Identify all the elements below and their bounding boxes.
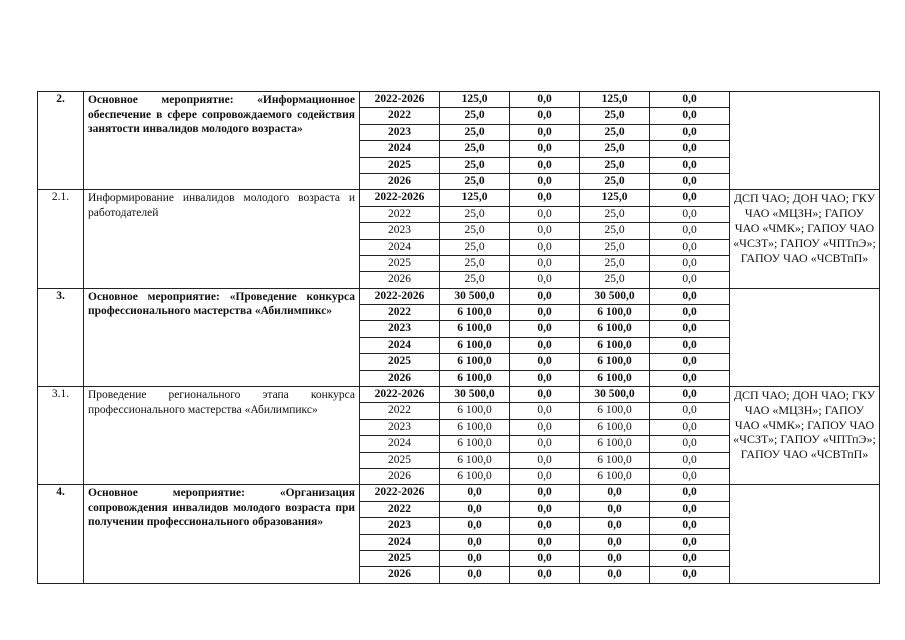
federal-amount: 0,0 <box>510 452 580 468</box>
item-number: 3. <box>38 288 84 386</box>
regional-amount: 25,0 <box>580 108 650 124</box>
period-year: 2022 <box>360 206 440 222</box>
federal-amount: 0,0 <box>510 305 580 321</box>
regional-amount: 0,0 <box>580 501 650 517</box>
other-amount: 0,0 <box>650 370 730 386</box>
other-amount: 0,0 <box>650 567 730 583</box>
period-year: 2024 <box>360 239 440 255</box>
regional-amount: 6 100,0 <box>580 354 650 370</box>
federal-amount: 0,0 <box>510 468 580 484</box>
regional-amount: 25,0 <box>580 141 650 157</box>
federal-amount: 0,0 <box>510 141 580 157</box>
other-amount: 0,0 <box>650 337 730 353</box>
other-amount: 0,0 <box>650 436 730 452</box>
total-amount: 125,0 <box>440 190 510 206</box>
other-amount: 0,0 <box>650 206 730 222</box>
period-year: 2022-2026 <box>360 387 440 403</box>
federal-amount: 0,0 <box>510 239 580 255</box>
other-amount: 0,0 <box>650 468 730 484</box>
regional-amount: 0,0 <box>580 518 650 534</box>
total-amount: 6 100,0 <box>440 468 510 484</box>
federal-amount: 0,0 <box>510 550 580 566</box>
other-amount: 0,0 <box>650 305 730 321</box>
total-amount: 0,0 <box>440 550 510 566</box>
regional-amount: 25,0 <box>580 239 650 255</box>
period-year: 2026 <box>360 468 440 484</box>
federal-amount: 0,0 <box>510 485 580 501</box>
federal-amount: 0,0 <box>510 157 580 173</box>
federal-amount: 0,0 <box>510 108 580 124</box>
federal-amount: 0,0 <box>510 337 580 353</box>
total-amount: 0,0 <box>440 485 510 501</box>
other-amount: 0,0 <box>650 518 730 534</box>
period-year: 2025 <box>360 550 440 566</box>
regional-amount: 25,0 <box>580 157 650 173</box>
budget-table-body <box>38 92 880 584</box>
other-amount: 0,0 <box>650 288 730 304</box>
total-amount: 6 100,0 <box>440 305 510 321</box>
total-amount: 30 500,0 <box>440 288 510 304</box>
period-year: 2022 <box>360 108 440 124</box>
other-amount: 0,0 <box>650 419 730 435</box>
period-year: 2022-2026 <box>360 190 440 206</box>
item-description: Основное мероприятие: «Организация сопровождения инвалидов молодого возраста при получении профессионального образования» <box>84 485 360 583</box>
regional-amount: 6 100,0 <box>580 403 650 419</box>
total-amount: 0,0 <box>440 534 510 550</box>
total-amount: 25,0 <box>440 108 510 124</box>
item-number: 2.1. <box>38 190 84 288</box>
period-year: 2024 <box>360 534 440 550</box>
period-year: 2025 <box>360 452 440 468</box>
other-amount: 0,0 <box>650 157 730 173</box>
period-year: 2026 <box>360 567 440 583</box>
federal-amount: 0,0 <box>510 403 580 419</box>
total-amount: 25,0 <box>440 223 510 239</box>
period-year: 2023 <box>360 124 440 140</box>
other-amount: 0,0 <box>650 354 730 370</box>
period-year: 2022 <box>360 501 440 517</box>
responsible-executors <box>730 485 880 583</box>
item-description: Основное мероприятие: «Проведение конкурса профессионального мастерства «Абилимпикс» <box>84 288 360 386</box>
period-year: 2022-2026 <box>360 288 440 304</box>
period-year: 2022-2026 <box>360 92 440 108</box>
regional-amount: 25,0 <box>580 255 650 271</box>
federal-amount: 0,0 <box>510 370 580 386</box>
regional-amount: 30 500,0 <box>580 288 650 304</box>
regional-amount: 0,0 <box>580 485 650 501</box>
regional-amount: 25,0 <box>580 206 650 222</box>
regional-amount: 6 100,0 <box>580 337 650 353</box>
period-year: 2026 <box>360 272 440 288</box>
period-year: 2026 <box>360 370 440 386</box>
regional-amount: 6 100,0 <box>580 305 650 321</box>
responsible-executors <box>730 92 880 190</box>
other-amount: 0,0 <box>650 272 730 288</box>
other-amount: 0,0 <box>650 255 730 271</box>
federal-amount: 0,0 <box>510 436 580 452</box>
total-amount: 6 100,0 <box>440 452 510 468</box>
federal-amount: 0,0 <box>510 92 580 108</box>
regional-amount: 6 100,0 <box>580 321 650 337</box>
other-amount: 0,0 <box>650 534 730 550</box>
period-year: 2026 <box>360 173 440 189</box>
regional-amount: 6 100,0 <box>580 452 650 468</box>
total-amount: 6 100,0 <box>440 337 510 353</box>
total-amount: 0,0 <box>440 567 510 583</box>
other-amount: 0,0 <box>650 550 730 566</box>
responsible-executors: ДСП ЧАО; ДОН ЧАО; ГКУ ЧАО «МЦЗН»; ГАПОУ ЧАО «ЧМК»; ГАПОУ ЧАО «ЧСЗТ»; ГАПОУ «ЧПТпЭ»; ГАПОУ ЧАО «ЧСВТпП» <box>730 190 880 288</box>
regional-amount: 6 100,0 <box>580 370 650 386</box>
period-year: 2024 <box>360 141 440 157</box>
federal-amount: 0,0 <box>510 501 580 517</box>
other-amount: 0,0 <box>650 321 730 337</box>
total-amount: 6 100,0 <box>440 321 510 337</box>
total-amount: 25,0 <box>440 157 510 173</box>
federal-amount: 0,0 <box>510 190 580 206</box>
other-amount: 0,0 <box>650 141 730 157</box>
period-year: 2023 <box>360 419 440 435</box>
federal-amount: 0,0 <box>510 567 580 583</box>
period-year: 2023 <box>360 321 440 337</box>
total-amount: 25,0 <box>440 206 510 222</box>
federal-amount: 0,0 <box>510 419 580 435</box>
item-number: 2. <box>38 92 84 190</box>
item-description: Основное мероприятие: «Информационное обеспечение в сфере сопровождаемого содействия занятости инвалидов молодого возраста» <box>84 92 360 190</box>
other-amount: 0,0 <box>650 190 730 206</box>
federal-amount: 0,0 <box>510 255 580 271</box>
item-description: Проведение регионального этапа конкурса профессионального мастерства «Абилимпикс» <box>84 387 360 485</box>
federal-amount: 0,0 <box>510 124 580 140</box>
regional-amount: 125,0 <box>580 92 650 108</box>
total-amount: 25,0 <box>440 272 510 288</box>
other-amount: 0,0 <box>650 239 730 255</box>
period-year: 2023 <box>360 518 440 534</box>
period-year: 2022 <box>360 403 440 419</box>
table-row <box>38 387 880 403</box>
table-row <box>38 190 880 206</box>
federal-amount: 0,0 <box>510 321 580 337</box>
other-amount: 0,0 <box>650 501 730 517</box>
total-amount: 6 100,0 <box>440 370 510 386</box>
period-year: 2024 <box>360 337 440 353</box>
federal-amount: 0,0 <box>510 173 580 189</box>
total-amount: 0,0 <box>440 501 510 517</box>
regional-amount: 25,0 <box>580 173 650 189</box>
other-amount: 0,0 <box>650 124 730 140</box>
regional-amount: 0,0 <box>580 550 650 566</box>
federal-amount: 0,0 <box>510 223 580 239</box>
period-year: 2023 <box>360 223 440 239</box>
item-number: 4. <box>38 485 84 583</box>
period-year: 2022-2026 <box>360 485 440 501</box>
responsible-executors: ДСП ЧАО; ДОН ЧАО; ГКУ ЧАО «МЦЗН»; ГАПОУ ЧАО «ЧМК»; ГАПОУ ЧАО «ЧСЗТ»; ГАПОУ «ЧПТпЭ»; ГАПОУ ЧАО «ЧСВТпП» <box>730 387 880 485</box>
regional-amount: 6 100,0 <box>580 419 650 435</box>
federal-amount: 0,0 <box>510 534 580 550</box>
other-amount: 0,0 <box>650 403 730 419</box>
item-description: Информирование инвалидов молодого возраста и работодателей <box>84 190 360 288</box>
regional-amount: 0,0 <box>580 534 650 550</box>
total-amount: 25,0 <box>440 124 510 140</box>
table-row <box>38 288 880 304</box>
federal-amount: 0,0 <box>510 354 580 370</box>
federal-amount: 0,0 <box>510 518 580 534</box>
federal-amount: 0,0 <box>510 387 580 403</box>
responsible-executors <box>730 288 880 386</box>
total-amount: 25,0 <box>440 255 510 271</box>
regional-amount: 25,0 <box>580 272 650 288</box>
total-amount: 6 100,0 <box>440 436 510 452</box>
period-year: 2025 <box>360 354 440 370</box>
other-amount: 0,0 <box>650 387 730 403</box>
other-amount: 0,0 <box>650 108 730 124</box>
federal-amount: 0,0 <box>510 272 580 288</box>
period-year: 2025 <box>360 255 440 271</box>
total-amount: 25,0 <box>440 141 510 157</box>
regional-amount: 6 100,0 <box>580 468 650 484</box>
other-amount: 0,0 <box>650 223 730 239</box>
total-amount: 30 500,0 <box>440 387 510 403</box>
document-page <box>37 91 879 584</box>
total-amount: 6 100,0 <box>440 354 510 370</box>
regional-amount: 125,0 <box>580 190 650 206</box>
other-amount: 0,0 <box>650 485 730 501</box>
table-row <box>38 92 880 108</box>
period-year: 2025 <box>360 157 440 173</box>
total-amount: 6 100,0 <box>440 419 510 435</box>
regional-amount: 25,0 <box>580 223 650 239</box>
other-amount: 0,0 <box>650 452 730 468</box>
regional-amount: 6 100,0 <box>580 436 650 452</box>
total-amount: 125,0 <box>440 92 510 108</box>
table-row <box>38 485 880 501</box>
regional-amount: 30 500,0 <box>580 387 650 403</box>
regional-amount: 0,0 <box>580 567 650 583</box>
federal-amount: 0,0 <box>510 288 580 304</box>
period-year: 2022 <box>360 305 440 321</box>
other-amount: 0,0 <box>650 173 730 189</box>
item-number: 3.1. <box>38 387 84 485</box>
regional-amount: 25,0 <box>580 124 650 140</box>
other-amount: 0,0 <box>650 92 730 108</box>
total-amount: 25,0 <box>440 173 510 189</box>
total-amount: 0,0 <box>440 518 510 534</box>
total-amount: 25,0 <box>440 239 510 255</box>
total-amount: 6 100,0 <box>440 403 510 419</box>
budget-table <box>37 91 880 584</box>
federal-amount: 0,0 <box>510 206 580 222</box>
period-year: 2024 <box>360 436 440 452</box>
